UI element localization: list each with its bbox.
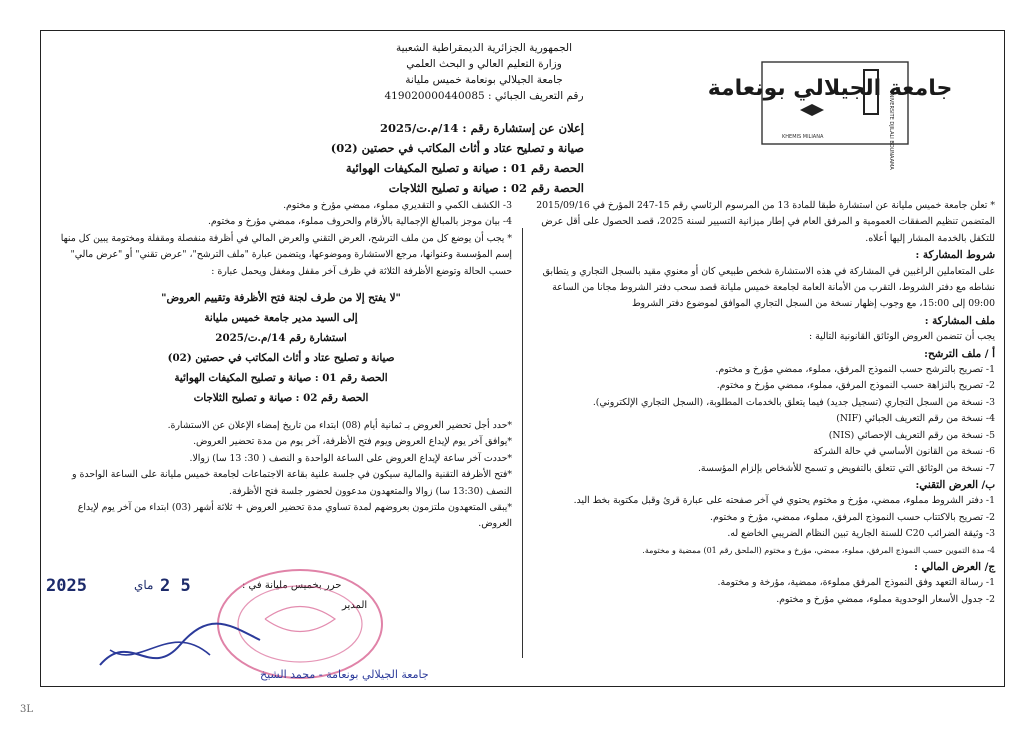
director-signature [90,610,429,685]
logo-arabic-name: جامعة الجيلالي بونعامة [707,76,953,101]
list-item: 1- دفتر الشروط مملوء، ممضي، مؤرخ و مختوم يحتوي في آخر صفحته على عبارة قرئ وقبل مكتوبة بخط اليد. [573,495,995,507]
list-item: 1- تصريح بالترشح حسب النموذج المرفق، مملوء، ممضي مؤرخ و مختوم. [715,364,995,376]
list-item: 2- جدول الأسعار الوحدوية مملوء، ممضي مؤرخ و مختوم. [776,593,995,605]
list-item: 3- الكشف الكمي و التقديري مملوء، ممضي مؤرخ و مختوم. [283,200,512,211]
graduation-cap-icon [800,104,824,116]
logo-small-text: KHEMIS MILIANA [782,134,824,140]
list-item: 3- وثيقة الضرائب C20 للسنة الجارية تبين النظام الضريبي الخاضع له. [727,528,995,540]
made-at-label: حرر بخميس مليانة في : [242,580,342,591]
note: *حدد أجل تحضير العروض بـ ثمانية أيام (08) ابتداء من تاريخ إمضاء الإعلان عن الاستشارة. [167,420,512,432]
envelope-line: "لا يفتح إلا من طرف لجنة فتح الأظرفة وتقييم العروض" [161,292,401,305]
technical-heading: ب/ العرض التقني: [915,478,995,491]
date-month: ماي [134,578,154,592]
title-line: صيانة و تصليح عتاد و أثاث المكاتب في حصتين (02) [330,141,584,155]
intro-paragraph: * تعلن جامعة خميس مليانة عن استشارة طبقا للمادة 13 من المرسوم الرئاسي رقم 15-247 المؤرخ في 2015/09/16 المتضمن تنظيم الصفقات العمومية و المرفق العام في إطار ميزانية التسيير لسنة 2025، قصد الحصول على أقل عرض للتكفل بالخدمة المشار إليها أعلاه. [536,200,995,244]
title-line: إعلان عن إستشارة رقم : 14/م.ت/2025 [380,121,584,135]
document-header [384,40,584,104]
list-item: 4- بيان موجز بالمبالغ الإجمالية بالأرقام والحروف مملوء، ممضي مؤرخ و مختوم. [207,216,512,228]
envelope-line: الحصة رقم 01 : صيانة و تصليح المكيفات الهوائية [174,372,388,385]
envelope-line: صيانة و تصليح عتاد و أثاث المكاتب في حصتين (02) [167,352,395,365]
note: *حددت آخر ساعة لإيداع العروض على الساعة الواحدة و النصف ( 30: 13 سا) زوالا. [189,452,512,464]
file-text: يجب أن تتضمن العروض الوثائق القانونية التالية : [809,331,995,343]
logo-latin-name: UNIVERSITE DJILALI BOUNAAMA [888,90,894,170]
note: *يبقى المتعهدون ملتزمون بعروضهم لمدة تساوي مدة تحضير العروض + ثلاثة أشهر (03) ابتداء من آخر يوم لإيداع العروض. [77,502,512,530]
title-line: الحصة رقم 01 : صيانة و تصليح المكيفات الهوائية [345,161,584,175]
right-column [530,198,995,608]
list-item: 4- نسخة من رقم التعريف الجبائي (NIF) [836,413,995,425]
left-column [50,198,512,533]
signature-name: جامعة الجيلالي بونعامة - محمد الشيخ [260,668,429,681]
header-line: رقم التعريف الجبائي : 419020000440085 [384,90,584,102]
list-item: 4- مدة التموين حسب النموذج المرفق، مملوء، ممضي، مؤرخ و مختوم (الملحق رقم 01) ممضية و مختومة. [642,545,995,555]
announcement-title [264,118,584,198]
university-logo [707,60,953,170]
envelope-line: استشارة رقم 14/م.ت/2025 [215,332,347,345]
list-item: 3- نسخة من السجل التجاري (تسجيل جديد) فيما يتعلق بالخدمات المطلوبة، (السجل التجاري الإلكتروني). [592,396,995,408]
title-line: الحصة رقم 02 : صيانة و تصليح الثلاجات [388,181,584,195]
financial-heading: ج/ العرض المالي : [914,560,995,573]
conditions-heading: شروط المشاركة : [915,249,995,262]
page-mark: 3L [20,704,34,715]
list-item: 2- تصريح بالاكتتاب حسب النموذج المرفق، مملوء، ممضي، مؤرخ و مختوم. [710,511,995,523]
conditions-text: على المتعاملين الراغبين في المشاركة في هذه الاستشارة شخص طبيعي كان أو معنوي مقيد بالسجل التجاري و يتطابق نشاطه مع دفتر الشروط، التقرب من الأمانة العامة لجامعة خميس مليانة قصد سحب دفتر الشروط مجانا من الساعة 09:00 إلى 15:00، مع وجوب إظهار نسخة من السجل التجاري الموافق لموضوع دفتر الشروط [542,265,995,310]
envelope-line: إلى السيد مدير جامعة خميس مليانة [204,312,358,325]
date-year: 2025 [46,576,87,596]
file-heading: ملف المشاركة : [924,314,995,327]
list-item: 1- رسالة التعهد وفق النموذج المرفق مملوءة، ممضية، مؤرخة و مختومة. [717,577,995,589]
candidacy-heading: أ / ملف الترشح: [924,347,995,360]
list-item: 6- نسخة من القانون الأساسي في حالة الشركة [813,446,995,458]
header-line: الجمهورية الجزائرية الديمقراطية الشعبية [395,42,573,54]
note: *فتح الأظرفة التقنية والمالية سيكون في جلسة علنية بقاعة الاجتماعات لجامعة خميس مليانة على الساعة الواحدة و النصف (13:30 سا) زوالا والمتعهدون مدعوون لحضور جلسة فتح الأظرفة. [72,469,512,497]
envelope-line: الحصة رقم 02 : صيانة و تصليح الثلاجات [193,392,369,405]
date-day: 2 5 [160,576,191,596]
header-line: جامعة الجيلالي بونعامة خميس مليانة [405,74,563,86]
list-item: 7- نسخة من الوثائق التي تتعلق بالتفويض و تسمح للأشخاص بإلزام المؤسسة. [697,462,995,474]
column-divider [522,228,523,658]
director-label: المدير [342,600,368,611]
list-item: 5- نسخة من رقم التعريف الإحصائي (NIS) [828,429,995,441]
envelope-paragraph: * يجب أن يوضع كل من ملف الترشح، العرض التقني والعرض المالي في أظرفة منفصلة ومقفلة ومختومة يبين كل منها إسم المؤسسة وعنوانها، مرجع الاستشارة وموضوعها، ويتضمن عبارة "ملف الترشح"، "عرض تقني" أو "عرض مالي" حسب الحالة وتوضع الأظرفة الثلاثة في ظرف آخر مقفل ومغفل ويحمل عبارة : [60,232,512,277]
note: *يوافق آخر يوم لإيداع العروض ويوم فتح الأظرفة، آخر يوم من مدة تحضير العروض. [193,436,512,448]
header-line: وزارة التعليم العالي و البحث العلمي [406,58,562,70]
list-item: 2- تصريح بالنزاهة حسب النموذج المرفق، مملوء، ممضي مؤرخ و مختوم. [716,380,995,392]
